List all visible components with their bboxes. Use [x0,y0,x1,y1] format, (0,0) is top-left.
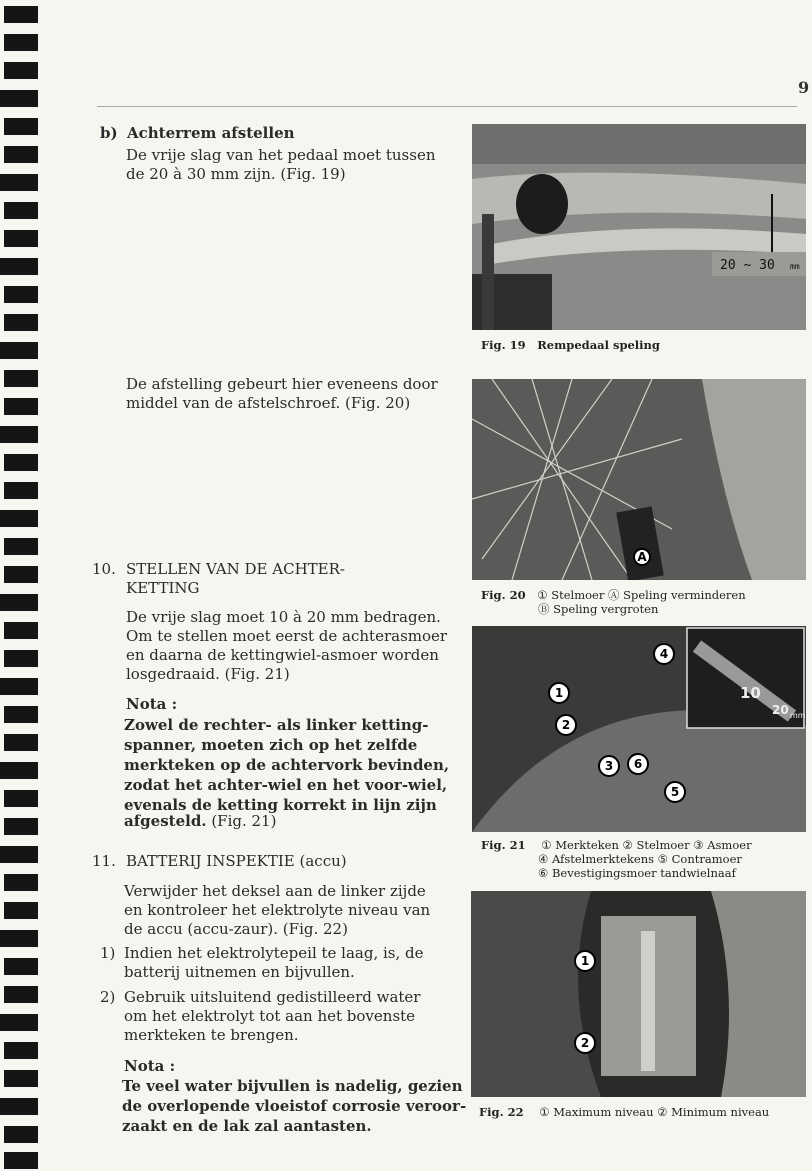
fig21-inset-value2: 20 [772,703,789,717]
section-b-para2-line1: De afstelling gebeurt hier eveneens door [126,375,438,393]
section-11-heading: BATTERIJ INSPEKTIE (accu) [126,852,347,870]
fig22-marker: 2 [580,1036,590,1050]
section-10-para-line: Om te stellen moet eerst de achterasmoer [126,627,448,645]
fig22-caption: ① Maximum niveau ② Minimum niveau [539,1105,770,1119]
section-b-para2-line2: middel van de afstelschroef. (Fig. 20) [126,394,411,412]
fig21-marker: 3 [604,759,614,773]
section-11-item2-number: 2) [100,988,116,1006]
fig20-caption-line1: ① Stelmoer Ⓐ Speling verminderen [537,588,746,602]
section-11-intro-line: Verwijder het deksel aan de linker zijde [124,882,426,900]
section-11-item2-line: merkteken te brengen. [124,1026,299,1044]
section-11-item1-line: Indien het elektrolytepeil te laag, is, de [124,944,424,962]
section-10-nota-label: Nota : [126,695,178,713]
fig21-marker: 1 [554,686,564,700]
section-10-para-line: De vrije slag moet 10 à 20 mm bedragen. [126,608,441,626]
section-b-para1-line1: De vrije slag van het pedaal moet tussen [126,146,436,164]
section-10-para-line: losgedraaid. (Fig. 21) [126,665,290,683]
section-10-nota-line: spanner, moeten zich op het zelfde [124,736,418,754]
fig20-label: Fig. 20 [481,588,526,602]
section-11-item2-line: om het elektrolyt tot aan het bovenste [124,1007,416,1025]
fig22-label: Fig. 22 [479,1105,524,1119]
fig19-label: Fig. 19 [481,338,526,352]
fig21-marker: 4 [659,647,669,661]
section-11-nota-label: Nota : [124,1057,176,1075]
fig19-caption: Rempedaal speling [537,338,660,352]
section-11-item1-number: 1) [100,944,116,962]
fig21-caption-line1: ① Merkteken ② Stelmoer ③ Asmoer [541,838,752,852]
spiral-binding [0,0,40,1171]
section-10-nota-last-bold: afgesteld. [124,812,207,830]
section-10-heading-line2: KETTING [126,579,200,597]
fig20-caption-line2: Ⓑ Speling vergroten [538,602,659,616]
fig19-measurement: 20 ~ 30 [720,258,775,273]
section-10-number: 10. [92,560,116,578]
fig19-unit: mm [790,262,800,271]
section-11-nota-line: zaakt en de lak zal aantasten. [122,1117,372,1135]
fig21-label: Fig. 21 [481,838,526,852]
fig20-marker-a: A [637,550,647,564]
section-10-nota-line: merkteken op de achtervork bevinden, [124,756,450,774]
section-11-number: 11. [92,852,116,870]
section-b-heading: Achterrem afstellen [127,124,295,142]
section-10-para-line: en daarna de kettingwiel-asmoer worden [126,646,439,664]
fig21-photo [472,626,806,832]
section-11-nota-line: Te veel water bijvullen is nadelig, gezien [122,1077,463,1095]
section-10-nota-line: Zowel de rechter- als linker ketting- [124,716,429,734]
fig19-photo [472,124,806,330]
fig22-marker: 1 [580,954,590,968]
section-10-nota-line: evenals de ketting korrekt in lijn zijn [124,796,437,814]
section-11-item2-line: Gebruik uitsluitend gedistilleerd water [124,988,421,1006]
section-10-heading-line1: STELLEN VAN DE ACHTER- [126,560,345,578]
header-rule [97,106,797,107]
section-11-intro-line: en kontroleer het elektrolyte niveau van [124,901,431,919]
section-b-para1-line2: de 20 à 30 mm zijn. (Fig. 19) [126,165,346,183]
section-10-nota-last-ref: (Fig. 21) [211,812,277,830]
section-11-item1-line: batterij uitnemen en bijvullen. [124,963,355,981]
page-number: 9 [798,78,810,97]
fig21-caption-line2: ④ Afstelmerktekens ⑤ Contramoer [538,852,742,866]
fig21-marker: 5 [670,785,680,799]
fig21-marker: 6 [633,757,643,771]
section-11-intro-line: de accu (accu-zaur). (Fig. 22) [124,920,348,938]
section-11-nota-line: de overlopende vloeistof corrosie veroor- [122,1097,467,1115]
fig21-inset-unit: mm [790,711,806,720]
fig20-photo [472,379,806,580]
fig21-caption-line3: ⑥ Bevestigingsmoer tandwielnaaf [538,866,736,880]
section-b-label: b) [100,124,118,142]
section-10-nota-line: zodat het achter-wiel en het voor-wiel, [124,776,448,794]
fig22-photo [471,891,806,1097]
fig21-marker: 2 [561,718,571,732]
fig21-inset-value: 10 [740,684,761,702]
